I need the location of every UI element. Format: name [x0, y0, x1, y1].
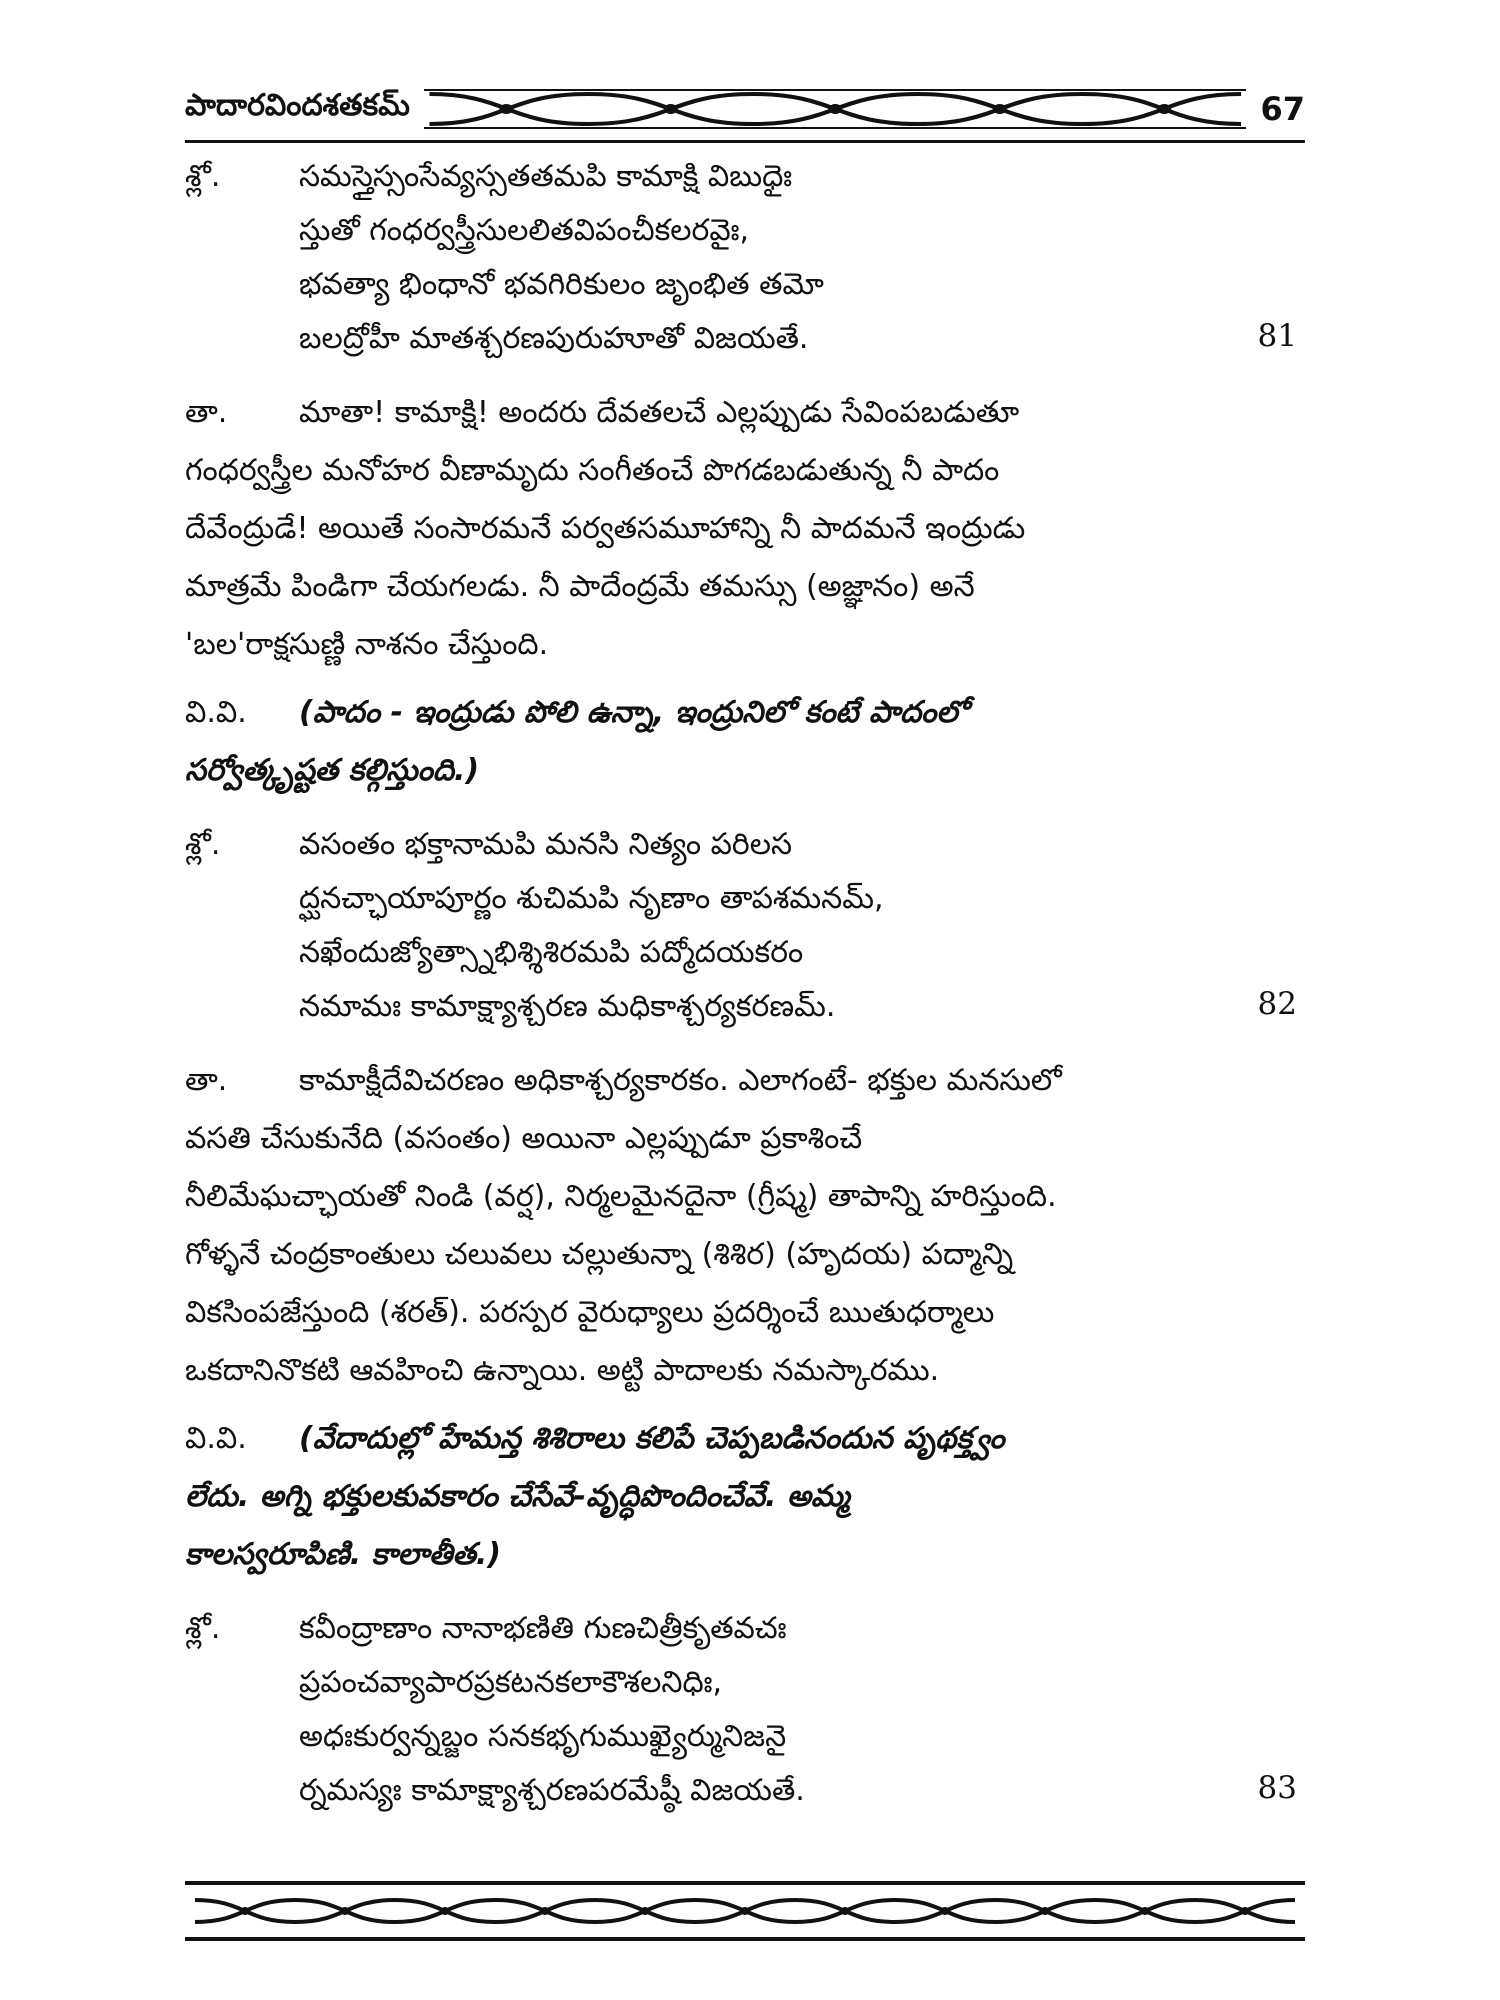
note-label: వి.వి. — [185, 695, 247, 730]
page-header — [185, 78, 1305, 140]
meaning-line: మాత్రమే పిండిగా చేయగలడు. నీ పాదేంద్రమే తమస్సు (అజ్ఞానం) అనే — [185, 569, 975, 604]
note-label: వి.వి. — [185, 1421, 247, 1456]
meaning-label: తా. — [185, 395, 228, 430]
verse-line: స్తుతో గంధర్వస్త్రీసులలితవిపంచీకలరవైః, — [299, 213, 750, 248]
verse-number: 81 — [1257, 318, 1297, 354]
meaning-82 — [185, 1052, 1305, 1400]
header-ornament — [424, 86, 1247, 132]
verse-label: శ్లో. — [185, 827, 221, 862]
note-line: కాలస్వరూపిణి. కాలాతీత.) — [185, 1537, 501, 1572]
meaning-81 — [185, 384, 1305, 674]
header-rule — [185, 140, 1305, 143]
page-body — [185, 150, 1305, 1818]
verse-82 — [185, 818, 1305, 1034]
verse-line: ర్నమస్యః కామాక్ష్యాశ్చరణపరమేష్ఠీ విజయతే. — [299, 1773, 805, 1808]
verse-label: శ్లో. — [185, 1611, 221, 1646]
verse-line: భవత్యా భింధానో భవగిరికులం జృంభిత తమో — [299, 267, 824, 302]
verse-line: ప్రపంచవ్యాపారప్రకటనకలాకౌశలనిధిః, — [299, 1665, 723, 1700]
meaning-line: వికసింపజేస్తుంది (శరత్). పరస్పర వైరుధ్యాలు ప్రదర్శించే ఋతుధర్మాలు — [185, 1295, 995, 1330]
meaning-line: వసతి చేసుకునేది (వసంతం) అయినా ఎల్లప్పుడూ ప్రకాశించే — [185, 1121, 863, 1156]
verse-label: శ్లో. — [185, 159, 221, 194]
verse-81 — [185, 150, 1305, 366]
note-82 — [185, 1410, 1305, 1584]
verse-number: 82 — [1257, 986, 1297, 1022]
note-line: (పాదం - ఇంద్రుడు పోలి ఉన్నా, ఇంద్రునిలో కంటే పాదంలో — [299, 695, 968, 730]
verse-line: బలద్రోహీ మాతశ్చరణపురుహూతో విజయతే. — [299, 321, 809, 356]
verse-text: సమస్తైస్సంసేవ్యస్సతతమపి కామాక్షి విబుధైః — [299, 159, 793, 194]
verse-line: అధఃకుర్వన్నబ్జం సనకభృగుముఖ్యైర్మునిజనై — [299, 1719, 787, 1754]
verse-line — [185, 818, 1305, 872]
note-81 — [185, 684, 1305, 800]
note-line: సర్వోత్కృష్టత కల్గిస్తుంది.) — [185, 753, 480, 788]
note-line: లేదు. అగ్ని భక్తులకువకారం చేసేవే-వృద్ధిపొందించేవే. అమ్మ — [185, 1479, 850, 1514]
verse-line — [185, 150, 1305, 204]
verse-83 — [185, 1602, 1305, 1818]
verse-line: నమామః కామాక్ష్యాశ్చరణ మధికాశ్చర్యకరణమ్. — [299, 989, 836, 1024]
verse-text: వసంతం భక్తానామపి మనసి నిత్యం పరిలస — [299, 827, 793, 862]
meaning-line: 'బల'రాక్షసుణ్ణి నాశనం చేస్తుంది. — [185, 627, 549, 662]
meaning-line: మాతా! కామాక్షి! అందరు దేవతలచే ఎల్లప్పుడు సేవింపబడుతూ — [299, 395, 1020, 430]
note-line: (వేదాదుల్లో హేమన్త శిశిరాలు కలిపే చెప్పబడినందున పృథక్త్వం — [299, 1421, 1005, 1456]
meaning-line: దేవేంద్రుడే! అయితే సంసారమనే పర్వతసమూహాన్ని నీ పాదమనే ఇంద్రుడు — [185, 511, 1026, 546]
meaning-line: ఒకదానినొకటి ఆవహించి ఉన్నాయి. అట్టి పాదాలకు నమస్కారము. — [185, 1353, 940, 1388]
verse-line: నఖేందుజ్యోత్స్నాభిశ్శిశిరమపి పద్మోదయకరం — [299, 935, 804, 970]
meaning-line: కామాక్షీదేవిచరణం అధికాశ్చర్యకారకం. ఎలాగంటే- భక్తుల మనసులో — [299, 1063, 1062, 1098]
running-title: పాదారవిందశతకమ్ — [185, 88, 410, 123]
verse-text: కవీంద్రాణాం నానాభణితి గుణచిత్రీకృతవచః — [299, 1611, 787, 1646]
verse-line — [185, 1602, 1305, 1656]
page-number: 67 — [1260, 90, 1305, 128]
meaning-line: గంధర్వస్త్రీల మనోహర వీణామృదు సంగీతంచే పొగడబడుతున్న నీ పాదం — [185, 453, 1000, 488]
meaning-label: తా. — [185, 1063, 228, 1098]
meaning-line: నీలిమేఘచ్ఛాయతో నిండి (వర్ష), నిర్మలమైనదైనా (గ్రీష్మ) తాపాన్ని హరిస్తుంది. — [185, 1179, 1057, 1214]
verse-number: 83 — [1257, 1770, 1297, 1806]
verse-line: ద్ఘనచ్ఛాయాపూర్ణం శుచిమపి నృణాం తాపశమనమ్, — [299, 881, 884, 916]
meaning-line: గోళ్ళనే చంద్రకాంతులు చలువలు చల్లుతున్నా (శిశిర) (హృదయ) పద్మాన్ని — [185, 1237, 1014, 1272]
footer-ornament — [185, 1880, 1305, 1942]
